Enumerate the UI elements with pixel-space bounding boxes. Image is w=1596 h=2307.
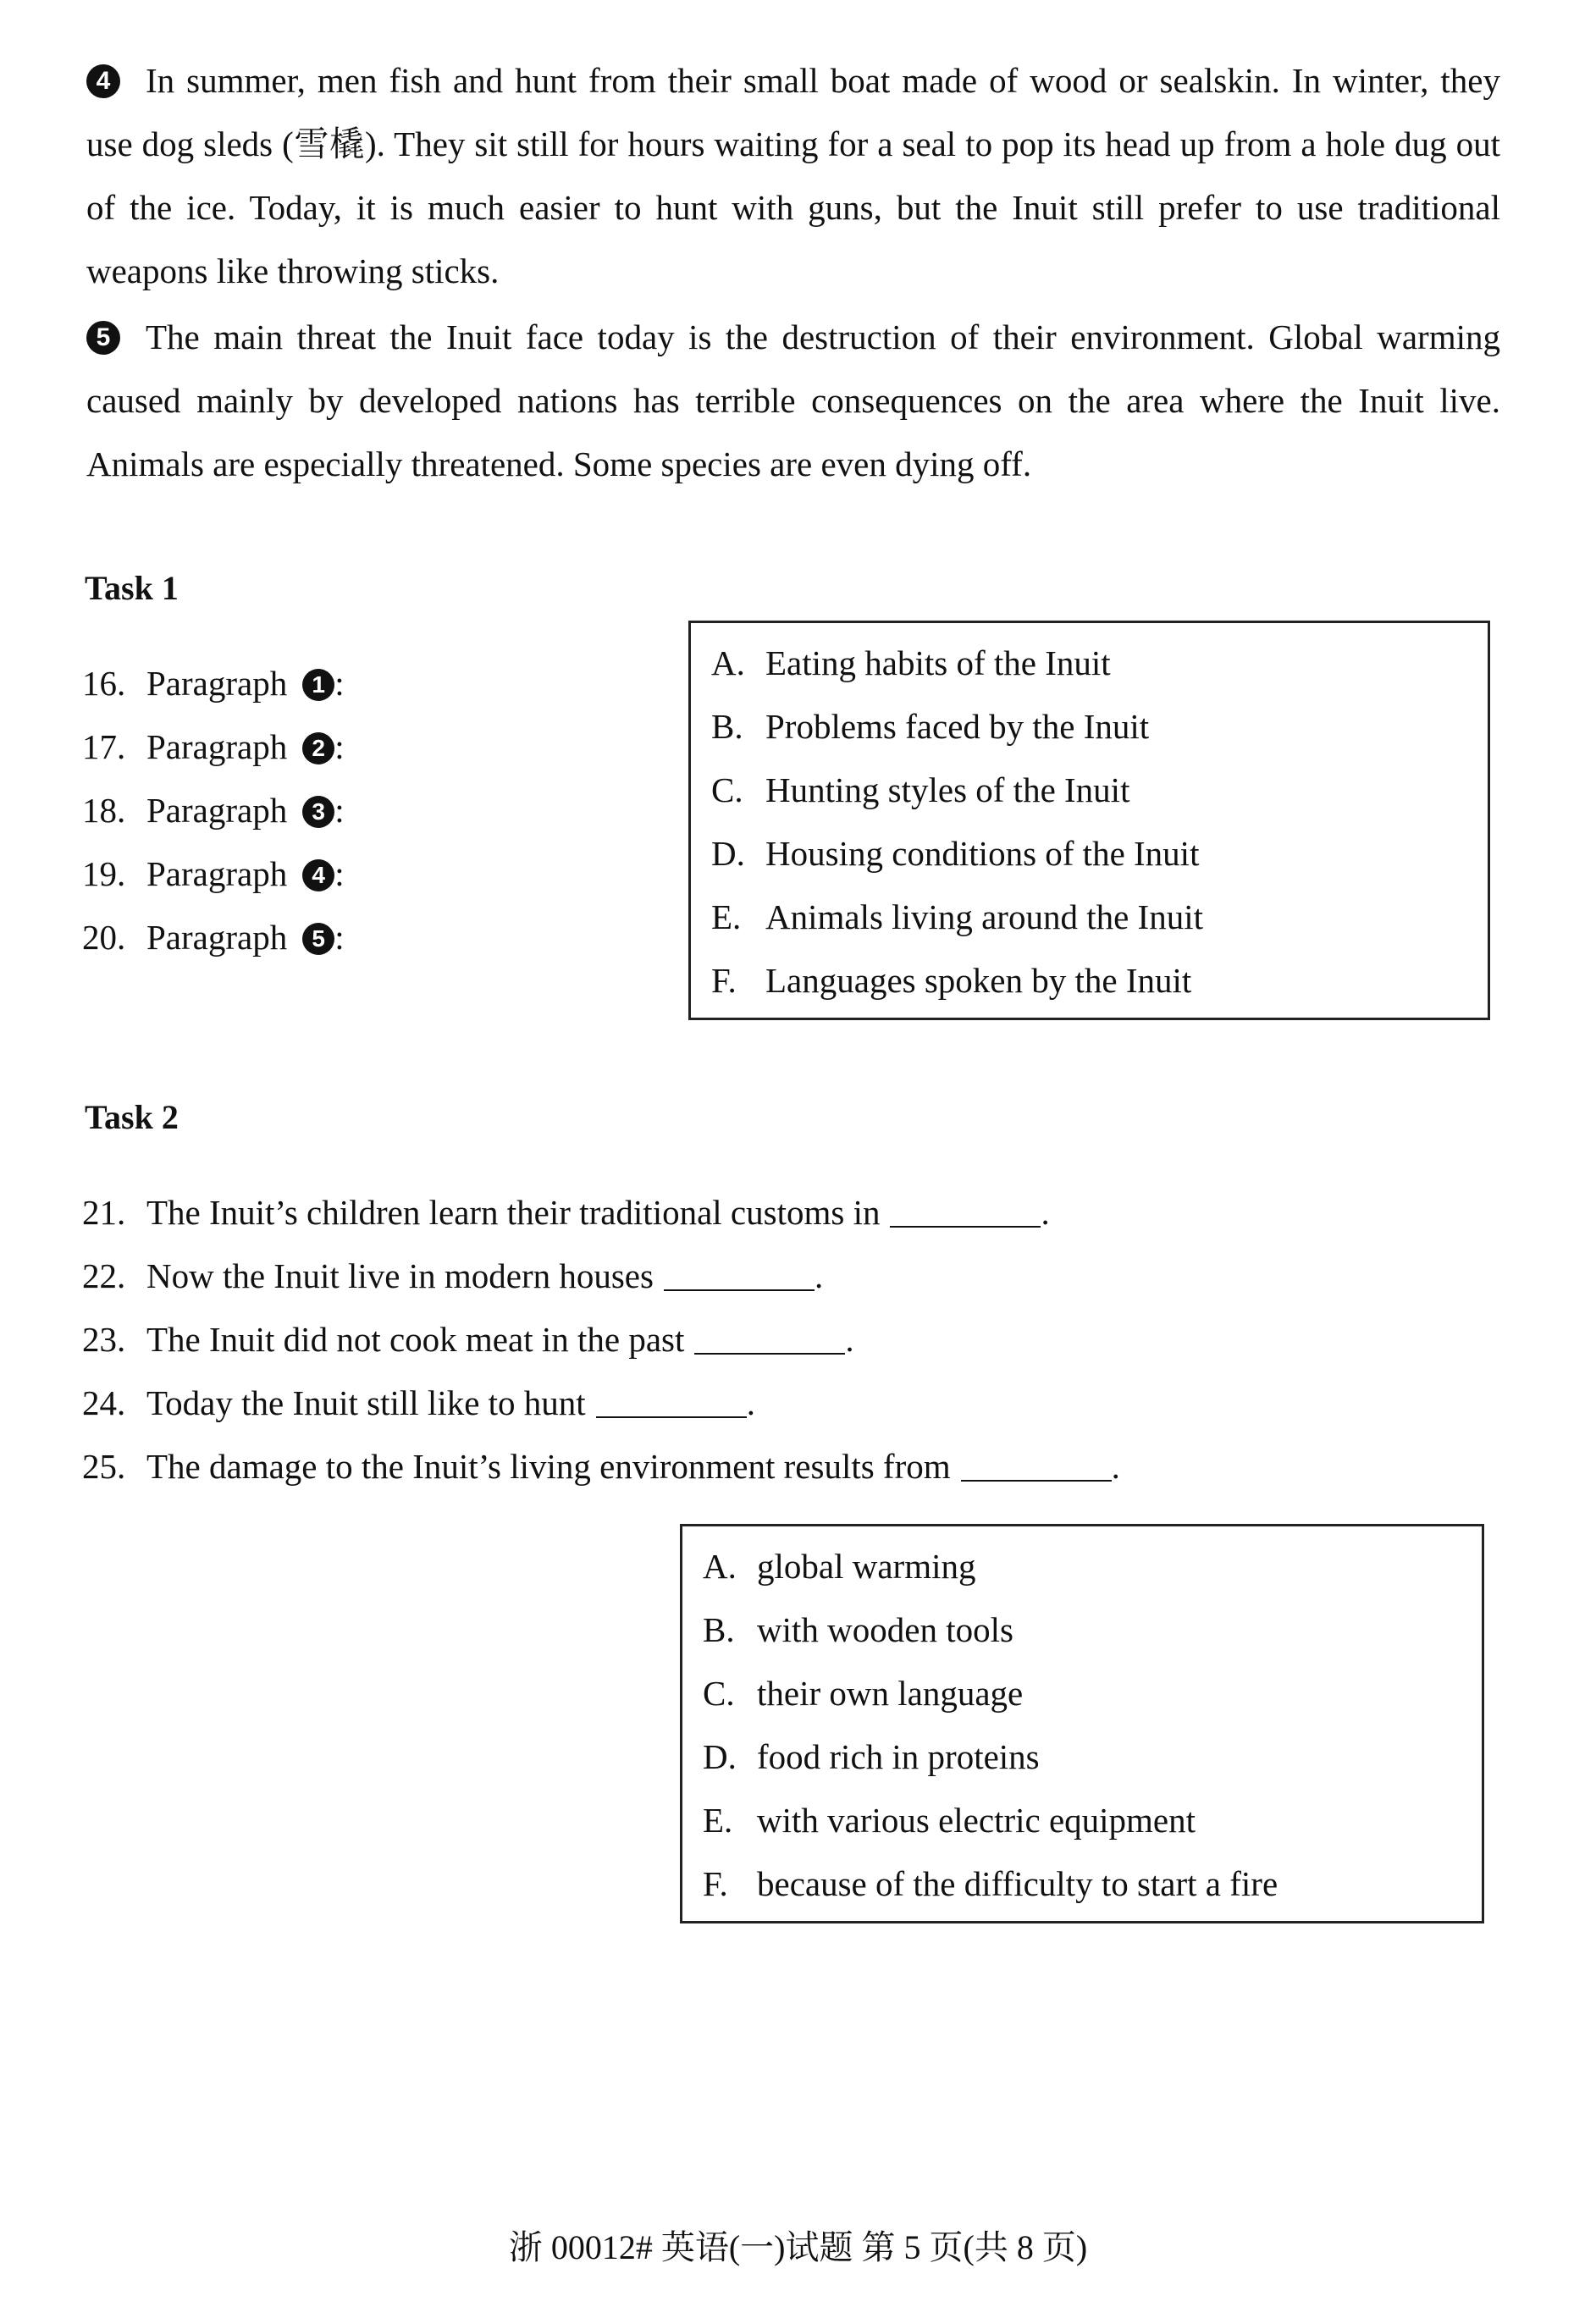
option bbox=[711, 886, 1488, 949]
task2-question bbox=[82, 1181, 1120, 1245]
question-label: Paragraph bbox=[146, 854, 288, 893]
answer-blank bbox=[596, 1388, 747, 1418]
question-text: The Inuit did not cook meat in the past bbox=[146, 1320, 685, 1359]
option-letter: E. bbox=[711, 897, 742, 936]
question-colon: : bbox=[334, 791, 345, 830]
option-text: with wooden tools bbox=[757, 1610, 1013, 1649]
option-letter: F. bbox=[711, 961, 737, 1000]
option-letter: F. bbox=[703, 1864, 728, 1903]
option-letter: D. bbox=[703, 1737, 737, 1776]
option-letter: B. bbox=[703, 1610, 735, 1649]
question-colon: : bbox=[334, 854, 345, 893]
question-number: 16. bbox=[82, 664, 126, 703]
task1-title: Task 1 bbox=[85, 569, 179, 607]
option-letter: E. bbox=[703, 1801, 733, 1840]
question-number: 20. bbox=[82, 918, 126, 957]
question-number: 22. bbox=[82, 1256, 126, 1295]
option bbox=[703, 1725, 1482, 1789]
paragraph-marker: 2 bbox=[302, 732, 334, 764]
page-footer: 浙 00012# 英语(一)试题 第 5 页(共 8 页) bbox=[508, 2228, 1088, 2266]
task1-question bbox=[82, 842, 345, 906]
question-text: The damage to the Inuit’s living environment results from bbox=[146, 1447, 951, 1486]
question-label: Paragraph bbox=[146, 791, 288, 830]
task2-question-list bbox=[82, 1181, 1120, 1498]
task2-question bbox=[82, 1308, 1120, 1372]
option-text: Housing conditions of the Inuit bbox=[765, 834, 1200, 873]
task1-question bbox=[82, 652, 345, 715]
task1-options-box bbox=[688, 621, 1490, 1020]
option-text: with various electric equipment bbox=[757, 1801, 1196, 1840]
paragraph-5-text: The main threat the Inuit face today is the destruction of their environment. Global warming caused mainly by developed nations has terrible consequences on the area where the Inuit live. Animals are especially threatened. Some species are even dying off. bbox=[86, 317, 1500, 483]
question-label: Paragraph bbox=[146, 664, 288, 703]
paragraph-4-text: In summer, men fish and hunt from their small boat made of wood or sealskin. In winter, they use dog sleds (雪橇). They sit still for hours waiting for a seal to pop its head up from a hole dug out of the ice. Today, it is much easier to hunt with guns, but the Inuit still prefer to use traditional weapons like throwing sticks. bbox=[86, 61, 1500, 290]
option bbox=[703, 1535, 1482, 1598]
task1-question bbox=[82, 906, 345, 969]
question-end: . bbox=[845, 1320, 854, 1359]
question-end: . bbox=[1111, 1447, 1120, 1486]
question-text: Now the Inuit live in modern houses bbox=[146, 1256, 654, 1295]
option bbox=[703, 1852, 1482, 1916]
question-number: 17. bbox=[82, 727, 126, 766]
paragraph-marker: 5 bbox=[302, 923, 334, 955]
question-number: 19. bbox=[82, 854, 126, 893]
task2-title: Task 2 bbox=[85, 1098, 179, 1136]
question-number: 25. bbox=[82, 1447, 126, 1486]
question-text: Today the Inuit still like to hunt bbox=[146, 1383, 586, 1422]
paragraph-marker: 3 bbox=[302, 796, 334, 828]
option bbox=[711, 632, 1488, 695]
question-label: Paragraph bbox=[146, 918, 288, 957]
paragraph-5 bbox=[86, 306, 1500, 496]
option-letter: A. bbox=[703, 1547, 737, 1586]
task2-question bbox=[82, 1245, 1120, 1308]
option-letter: A. bbox=[711, 643, 745, 682]
option bbox=[711, 759, 1488, 822]
option bbox=[711, 695, 1488, 759]
question-colon: : bbox=[334, 918, 345, 957]
option-text: because of the difficulty to start a fire bbox=[757, 1864, 1278, 1903]
paragraph-marker: 4 bbox=[302, 859, 334, 891]
answer-blank bbox=[664, 1261, 815, 1291]
task2-options-box bbox=[680, 1524, 1484, 1923]
task1-question bbox=[82, 715, 345, 779]
answer-blank bbox=[890, 1197, 1041, 1228]
paragraph-5-marker: 5 bbox=[86, 321, 120, 355]
option-letter: D. bbox=[711, 834, 745, 873]
option-text: Hunting styles of the Inuit bbox=[765, 770, 1130, 809]
question-text: The Inuit’s children learn their traditional customs in bbox=[146, 1193, 881, 1232]
paragraph-4 bbox=[86, 49, 1500, 303]
question-label: Paragraph bbox=[146, 727, 288, 766]
task1-question-list bbox=[82, 652, 345, 969]
question-end: . bbox=[814, 1256, 824, 1295]
answer-blank bbox=[694, 1324, 845, 1355]
paragraph-marker: 1 bbox=[302, 669, 334, 701]
task2-question bbox=[82, 1435, 1120, 1498]
task2-question bbox=[82, 1372, 1120, 1435]
option-text: Animals living around the Inuit bbox=[765, 897, 1203, 936]
option-text: global warming bbox=[757, 1547, 976, 1586]
option-letter: B. bbox=[711, 707, 743, 746]
question-end: . bbox=[746, 1383, 755, 1422]
question-colon: : bbox=[334, 664, 345, 703]
question-number: 24. bbox=[82, 1383, 126, 1422]
paragraph-4-marker: 4 bbox=[86, 64, 120, 98]
question-end: . bbox=[1041, 1193, 1050, 1232]
option-text: Languages spoken by the Inuit bbox=[765, 961, 1192, 1000]
option-letter: C. bbox=[711, 770, 743, 809]
question-number: 21. bbox=[82, 1193, 126, 1232]
option-text: their own language bbox=[757, 1674, 1024, 1713]
answer-blank bbox=[961, 1451, 1112, 1482]
option bbox=[703, 1598, 1482, 1662]
question-number: 18. bbox=[82, 791, 126, 830]
question-colon: : bbox=[334, 727, 345, 766]
option-letter: C. bbox=[703, 1674, 735, 1713]
option bbox=[703, 1662, 1482, 1725]
question-number: 23. bbox=[82, 1320, 126, 1359]
task1-question bbox=[82, 779, 345, 842]
option-text: Eating habits of the Inuit bbox=[765, 643, 1111, 682]
option-text: Problems faced by the Inuit bbox=[765, 707, 1150, 746]
option bbox=[703, 1789, 1482, 1852]
option bbox=[711, 949, 1488, 1013]
option bbox=[711, 822, 1488, 886]
option-text: food rich in proteins bbox=[757, 1737, 1040, 1776]
